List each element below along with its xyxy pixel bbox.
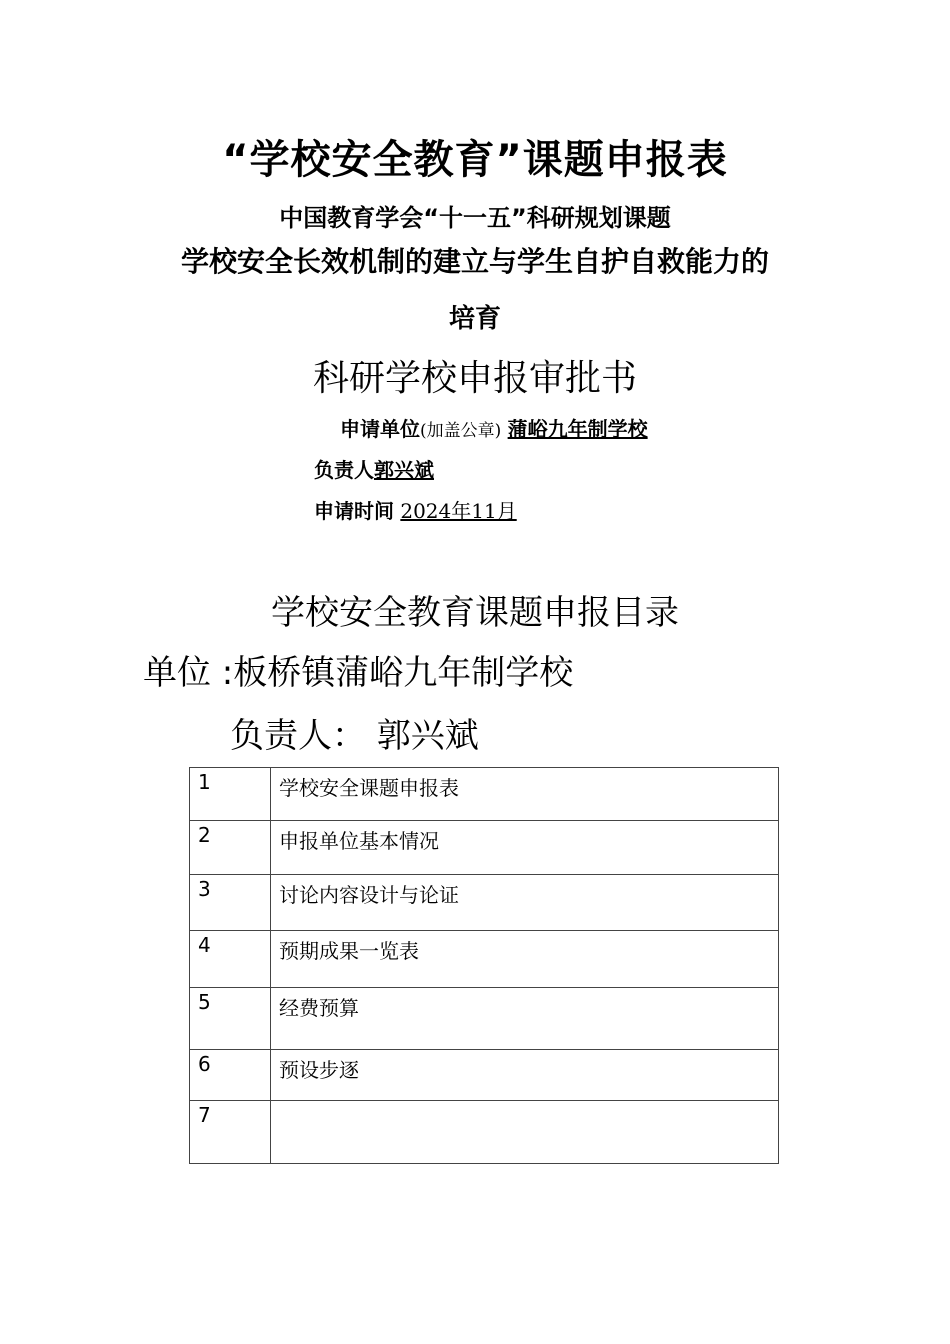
applicant-unit-field [340, 413, 648, 442]
person-in-charge-value: 郭兴斌 [374, 458, 434, 482]
row-number: 4 [190, 931, 271, 988]
row-item: 学校安全课题申报表 [271, 768, 779, 821]
row-item: 申报单位基本情况 [271, 821, 779, 875]
row-item: 预期成果一览表 [271, 931, 779, 988]
person-in-charge-label: 负责人 [314, 458, 374, 482]
row-number: 6 [190, 1050, 271, 1101]
row-item [271, 1101, 779, 1164]
row-number: 5 [190, 988, 271, 1050]
subtitle-project-name: 学校安全长效机制的建立与学生自护自救能力的 [180, 245, 769, 278]
row-number: 2 [190, 821, 271, 875]
row-item: 讨论内容设计与论证 [271, 875, 779, 931]
subtitle-project-name-cont: 培育 [448, 304, 501, 334]
application-date-value: 2024年11月 [400, 499, 517, 523]
application-date-field [314, 495, 517, 524]
table-row [190, 988, 779, 1050]
table-row [190, 768, 779, 821]
applicant-unit-label: 申请单位 [340, 417, 420, 441]
directory-person-in-charge: 负责人： 郭兴斌 [230, 716, 479, 756]
applicant-unit-note: (加盖公章) [420, 421, 502, 441]
directory-table [189, 767, 779, 1164]
directory-title: 学校安全教育课题申报目录 [271, 593, 679, 633]
row-item: 经费预算 [271, 988, 779, 1050]
table-row [190, 1101, 779, 1164]
row-number: 7 [190, 1101, 271, 1164]
table-row [190, 931, 779, 988]
main-title: “学校安全教育”课题申报表 [222, 137, 728, 183]
row-number: 1 [190, 768, 271, 821]
approval-title: 科研学校申报审批书 [312, 358, 637, 399]
applicant-unit-value: 蒲峪九年制学校 [507, 417, 648, 441]
table-row [190, 821, 779, 875]
table-row [190, 1050, 779, 1101]
row-number: 3 [190, 875, 271, 931]
subtitle-project-program: 中国教育学会“十一五”科研规划课题 [279, 204, 671, 232]
row-item: 预设步逐 [271, 1050, 779, 1101]
application-date-label: 申请时间 [314, 499, 394, 523]
person-in-charge-field [314, 454, 434, 483]
directory-unit: 单位 :板桥镇蒲峪九年制学校 [143, 653, 574, 693]
table-row [190, 875, 779, 931]
